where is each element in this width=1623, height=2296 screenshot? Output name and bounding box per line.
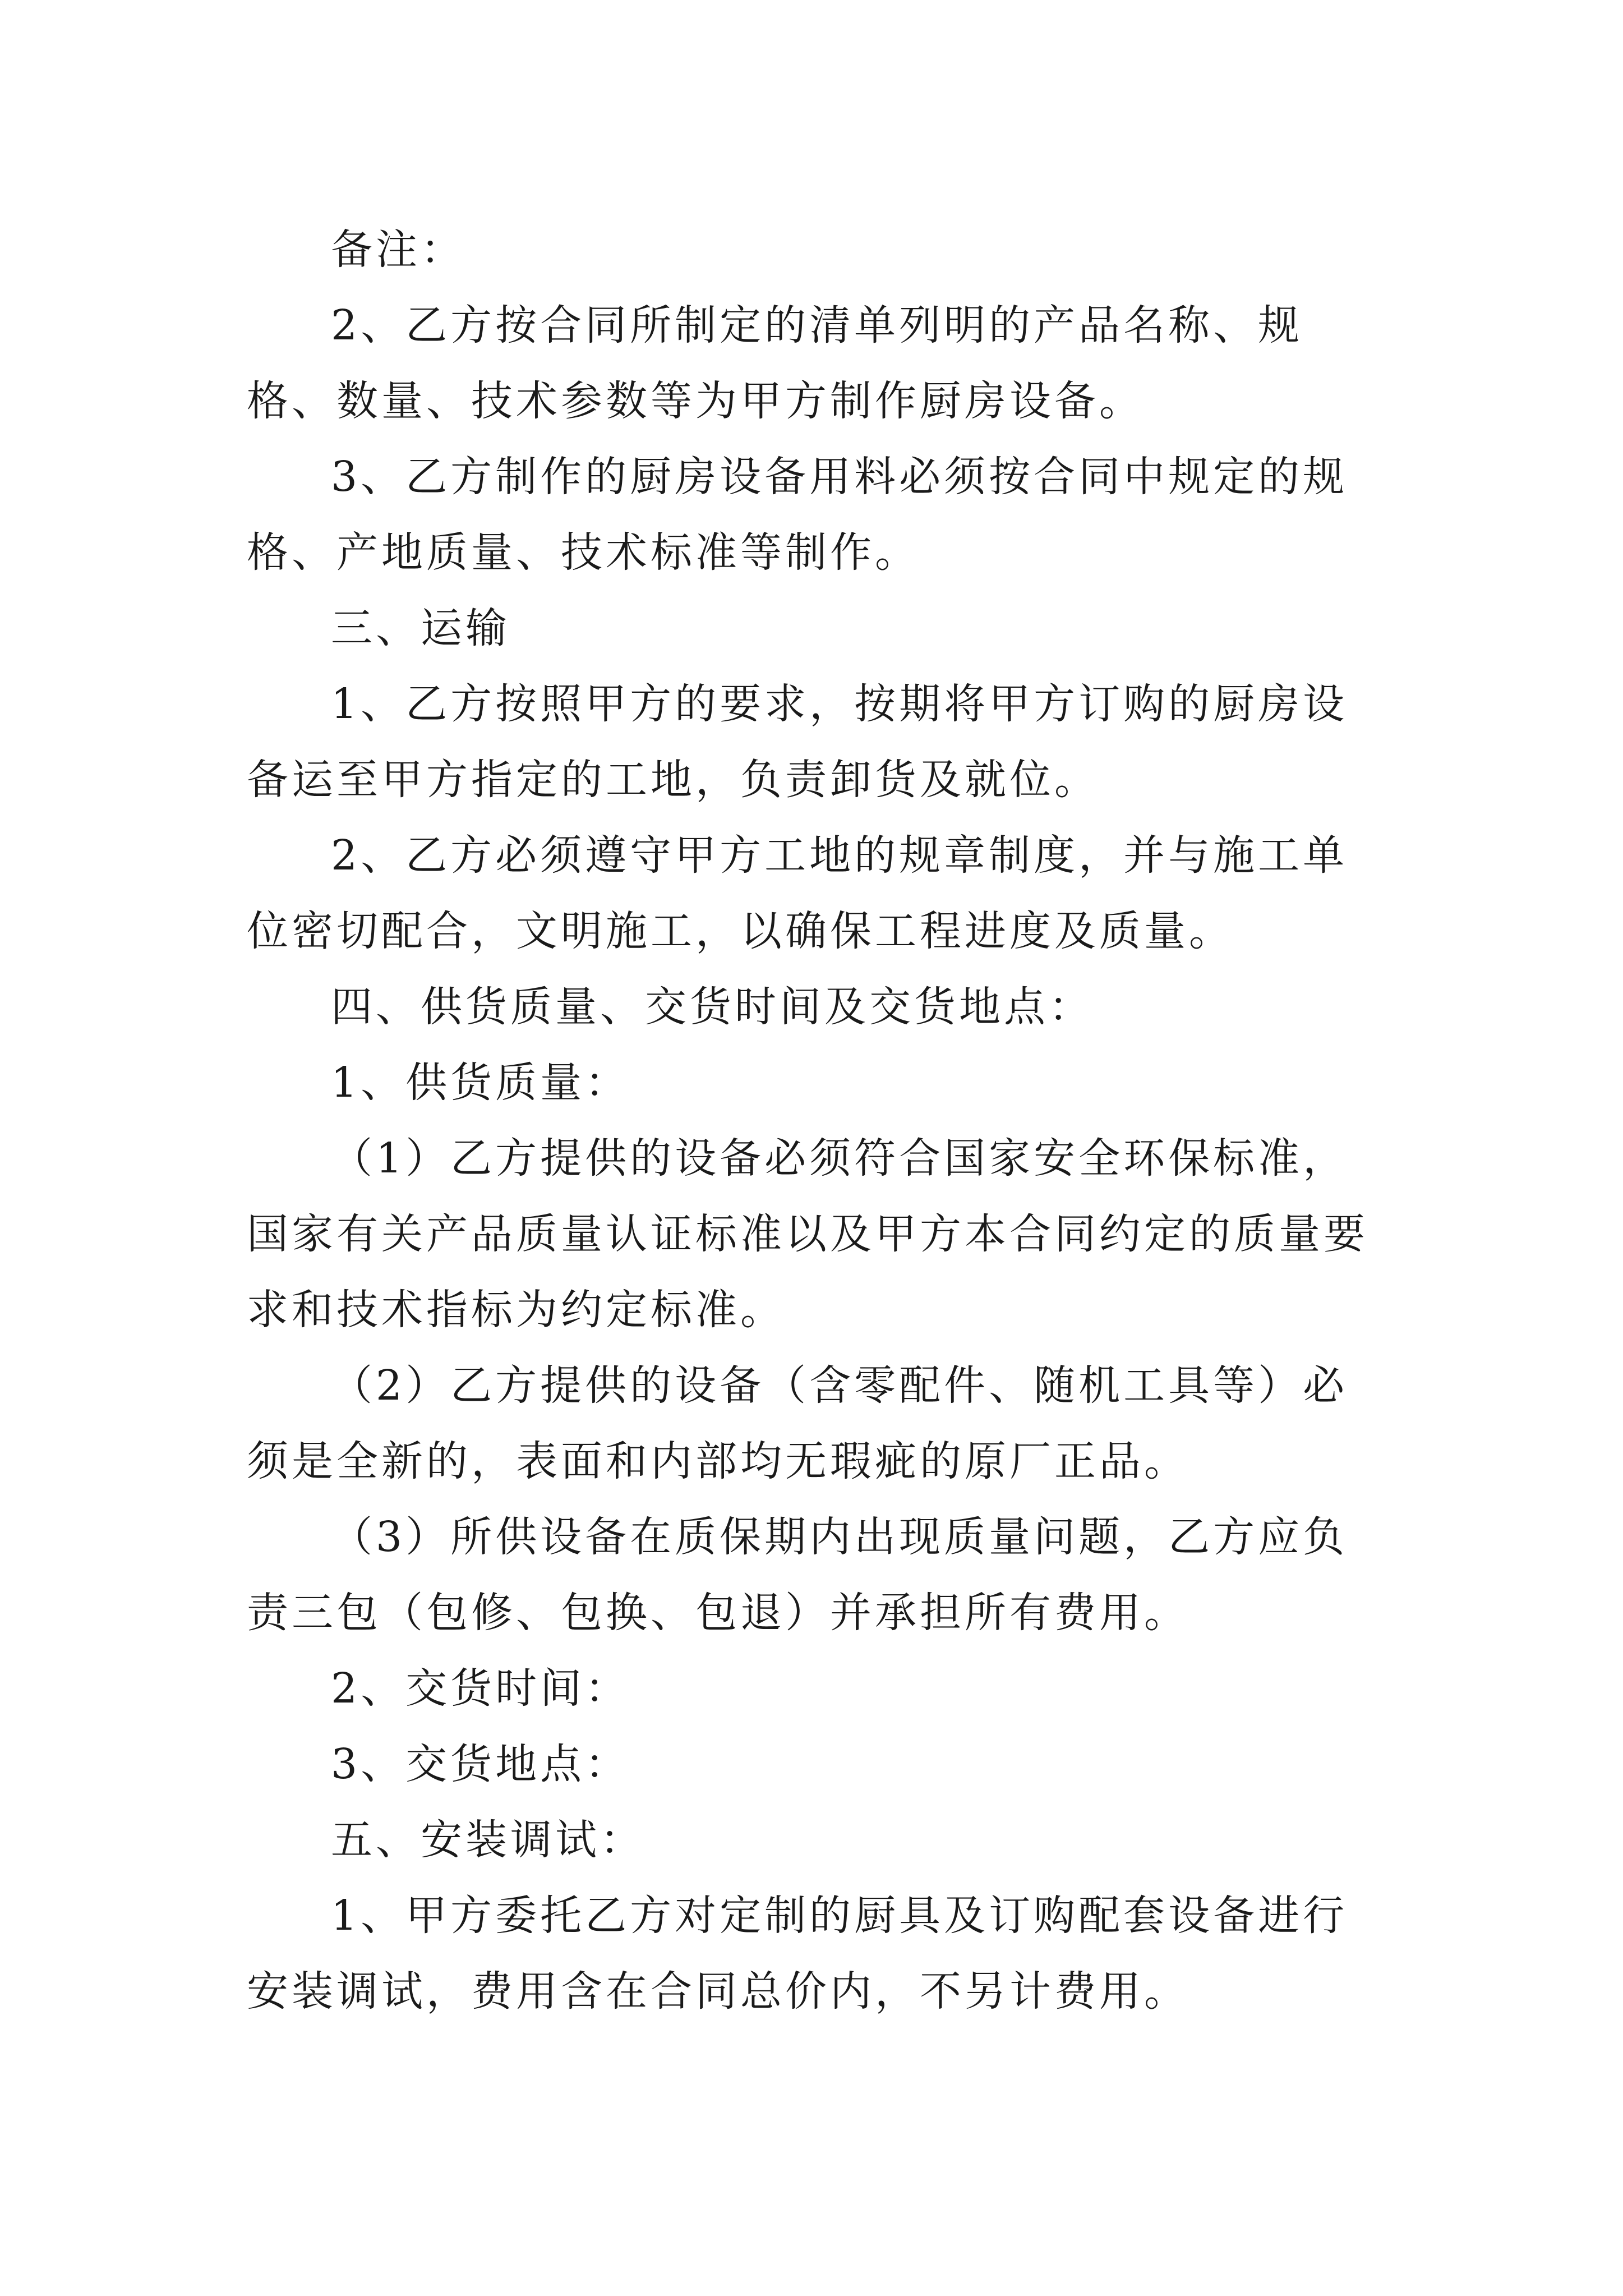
paragraph-item-3: 3、乙方制作的厨房设备用料必须按合同中规定的规格、产地质量、技术标准等制作。 xyxy=(247,453,1348,577)
supply-quality-item-3: （3）所供设备在质保期内出现质量问题，乙方应负责三包（包修、包换、包退）并承担所有费用。 xyxy=(247,1513,1348,1637)
transport-item-1: 1、乙方按照甲方的要求，按期将甲方订购的厨房设备运至甲方指定的工地，负责卸货及就位。 xyxy=(247,680,1348,804)
remarks-heading: 备注： xyxy=(331,226,465,274)
installation-item-1: 1、甲方委托乙方对定制的厨具及订购配套设备进行安装调试，费用含在合同总价内，不另计费用。 xyxy=(247,1892,1348,2016)
section-heading-installation: 五、安装调试： xyxy=(331,1816,645,1864)
delivery-location: 3、交货地点： xyxy=(331,1740,630,1788)
transport-item-2: 2、乙方必须遵守甲方工地的规章制度，并与施工单位密切配合，文明施工，以确保工程进度及质量。 xyxy=(247,831,1348,955)
supply-quality-item-1: （1）乙方提供的设备必须符合国家安全环保标准，国家有关产品质量认证标准以及甲方本合同约定的质量要求和技术指标为约定标准。 xyxy=(247,1134,1368,1334)
delivery-time: 2、交货时间： xyxy=(331,1664,630,1713)
supply-quality-item-2: （2）乙方提供的设备（含零配件、随机工具等）必须是全新的，表面和内部均无瑕疵的原厂正品。 xyxy=(247,1361,1348,1485)
section-heading-supply: 四、供货质量、交货时间及交货地点： xyxy=(331,983,1094,1031)
document-body xyxy=(247,212,1391,2030)
section-heading-transport: 三、运输 xyxy=(331,604,510,652)
paragraph-item-2: 2、乙方按合同所制定的清单列明的产品名称、规格、数量、技术参数等为甲方制作厨房设备。 xyxy=(247,301,1303,425)
supply-quality-heading: 1、供货质量： xyxy=(331,1059,630,1107)
